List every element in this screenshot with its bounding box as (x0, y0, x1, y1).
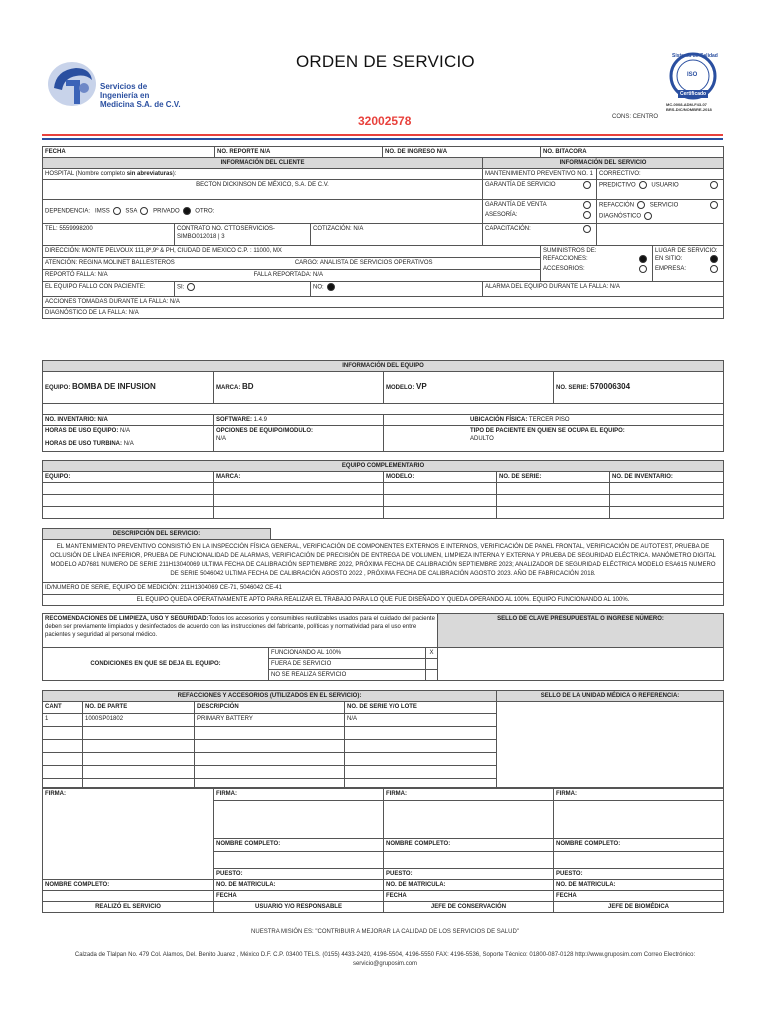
sello-unidad-box (497, 702, 724, 788)
cargo-value: CARGO: ANALISTA DE SERVICIOS OPERATIVOS (294, 260, 433, 266)
asesoria-radio[interactable] (583, 211, 591, 219)
reporte-label: NO. REPORTE N/A (215, 147, 383, 158)
si-option: SI: (175, 282, 311, 297)
garantia-venta-asesoria: GARANTÍA DE VENTA ASESORÍA: (483, 200, 597, 224)
en-sitio-label: EN SITIO: (655, 256, 683, 262)
recommendations-table (42, 613, 724, 681)
horas-cell: HORAS DE USO EQUIPO: N/A HORAS DE USO TURBINA: N/A (43, 426, 214, 452)
matricula-biomedica: NO. DE MATRICULA: (554, 880, 724, 891)
seal-iso-text: ISO (687, 72, 698, 78)
predictivo-usuario: PREDICTIVO USUARIO (597, 180, 724, 200)
firma-usuario: FIRMA: (214, 789, 384, 801)
stripe-blue (42, 138, 723, 140)
seal-cert-text: Certificado (680, 91, 707, 97)
role-conservacion: JEFE DE CONSERVACIÓN (384, 902, 554, 913)
refaccion-radio[interactable] (637, 201, 645, 209)
garantia-venta-radio[interactable] (583, 201, 591, 209)
sello-clave-heading: SELLO DE CLAVE PRESUPUESTAL O INGRESE NÚMERO: (438, 614, 724, 648)
folio-number: 32002578 (358, 114, 412, 128)
mission-statement: NUESTRA MISIÓN ES: "CONTRIBUIR A MEJORAR LA CALIDAD DE LOS SERVICIOS DE SALUD" (251, 929, 519, 935)
nombre-usuario: NOMBRE COMPLETO: (214, 839, 384, 852)
serie-value: 570006304 (590, 382, 631, 391)
parts-col-cant: CANT (43, 702, 83, 714)
seal-code-2: BRS-DIC/NOMBRE-2018 (666, 107, 712, 112)
usuario-radio[interactable] (710, 181, 718, 189)
comp-col-serie: NO. DE SERIE: (497, 472, 610, 483)
software-cell: SOFTWARE: 1.4.9 (214, 415, 384, 426)
equipo-value: BOMBA DE INFUSION (72, 382, 156, 391)
bitacora-label: NO. BITACORA (541, 147, 724, 158)
recommend-block: RECOMENDACIONES DE LIMPIEZA, USO Y SEGURIDAD:Todos los accesorios y consumibles reutilizables usados para el cuidado del paciente deben ser previamente limpiados y desinfectados de acuerdo con las instrucciones del fabricante, políticas y normatividad para el uso entre pacientes y seguridad al personal médico. (43, 614, 438, 648)
complementary-table (42, 460, 724, 519)
empresa-label: EMPRESA: (655, 266, 687, 272)
company-logo (46, 58, 186, 118)
condiciones-label: CONDICIONES EN QUE SE DEJA EL EQUIPO: (43, 648, 269, 681)
iso-seal (664, 52, 724, 120)
matricula-conservacion: NO. DE MATRICULA: (384, 880, 554, 891)
seal-code-1: MC-0008-ADM-F43-07 (666, 102, 707, 107)
table-row (43, 507, 214, 519)
reporto-value: REPORTÓ FALLA: N/A (45, 272, 108, 278)
refacciones-radio[interactable] (639, 255, 647, 263)
suministros-label: SUMINISTROS DE: (543, 248, 597, 254)
si-radio[interactable] (187, 283, 195, 291)
result-text: EL EQUIPO QUEDA OPERATIVAMENTE APTO PARA REALIZAR EL TRABAJO PARA LO QUE FUE DISEÑADO Y QUEDA OPERANDO AL 100%. EQUIPO FUNCIONANDO AL 100%. (43, 595, 724, 606)
table-row (43, 779, 83, 788)
client-service-table (42, 146, 724, 319)
nombre-conservacion: NOMBRE COMPLETO: (384, 839, 554, 852)
cotizacion-value: COTIZACIÓN: N/A (311, 224, 483, 246)
equipo-fallo-label: EL EQUIPO FALLO CON PACIENTE: (43, 282, 175, 297)
no-realiza-option[interactable]: NO SE REALIZA SERVICIO (269, 670, 426, 681)
serie-cell: NO. SERIE: 570006304 (554, 372, 724, 404)
capacitacion-radio[interactable] (583, 225, 591, 233)
ssa-radio[interactable] (140, 207, 148, 215)
equipo-cell: EQUIPO: BOMBA DE INFUSION (43, 372, 214, 404)
company-name-line-2: Ingeniería en (100, 91, 150, 100)
reporto-row (43, 270, 540, 281)
part-description: PRIMARY BATTERY (195, 714, 345, 727)
privado-radio[interactable] (183, 207, 191, 215)
puesto-biomedica: PUESTO: (554, 869, 724, 880)
logo-mark-icon (46, 58, 98, 110)
comp-col-equipo: EQUIPO: (43, 472, 214, 483)
modelo-cell: MODELO: VP (384, 372, 554, 404)
client-heading: INFORMACIÓN DEL CLIENTE (43, 158, 483, 169)
correctivo-label: CORRECTIVO: (597, 169, 724, 180)
ubicacion-cell: UBICACIÓN FÍSICA: TERCER PISO (384, 415, 724, 426)
falla-value: FALLA REPORTADA: N/A (253, 272, 324, 278)
table-row (43, 740, 83, 753)
diagnostico-radio[interactable] (644, 212, 652, 220)
refaccion-servicio: REFACCIÓN SERVICIO DIAGNÓSTICO (597, 200, 724, 224)
cons-label: CONS: CENTRO (612, 114, 659, 120)
table-row (43, 753, 83, 766)
company-name-line-3: Medicina S.A. de C.V. (100, 100, 181, 109)
matricula-usuario: NO. DE MATRICULA: (214, 880, 384, 891)
sello-unidad-heading: SELLO DE LA UNIDAD MÉDICA O REFERENCIA: (497, 691, 724, 702)
lugar-label: LUGAR DE SERVICIO: (655, 248, 718, 254)
description-heading: DESCRIPCIÓN DEL SERVICIO: (43, 529, 271, 540)
tel-value: TEL: 5559998200 (43, 224, 175, 246)
atencion-row (43, 258, 540, 270)
hospital-label: HOSPITAL (Nombre completo sin abreviaturas): (43, 169, 483, 180)
funcionando-mark: X (426, 648, 438, 659)
nombre-realizo: NOMBRE COMPLETO: (43, 880, 214, 891)
fecha-conservacion: FECHA (384, 891, 554, 902)
role-biomedica: JEFE DE BIOMÉDICA (554, 902, 724, 913)
signature-box-conservacion[interactable] (384, 801, 554, 839)
servicio-radio[interactable] (710, 201, 718, 209)
equipment-table (42, 360, 724, 452)
ingreso-label: NO. DE INGRESO N/A (383, 147, 541, 158)
parts-col-descripcion: DESCRIPCIÓN (195, 702, 345, 714)
accesorios-radio[interactable] (639, 265, 647, 273)
marca-cell: MARCA: BD (214, 372, 384, 404)
description-table (42, 528, 724, 606)
part-cant: 1 (43, 714, 83, 727)
puesto-usuario: PUESTO: (214, 869, 384, 880)
fecha-biomedica: FECHA (554, 891, 724, 902)
parts-col-parte: NO. DE PARTE (83, 702, 195, 714)
hospital-value: BECTON DICKINSON DE MÉXICO, S.A. DE C.V. (43, 180, 483, 200)
complementary-heading: EQUIPO COMPLEMENTARIO (43, 461, 724, 472)
nombre-biomedica: NOMBRE COMPLETO: (554, 839, 724, 852)
company-name-line-1: Servicios de (100, 82, 148, 91)
paciente-cell: TIPO DE PACIENTE EN QUIEN SE OCUPA EL EQUIPO: ADULTO (384, 426, 724, 452)
signatures-table (42, 788, 724, 913)
table-row (43, 727, 83, 740)
diagnostico-value: DIAGNÓSTICO DE LA FALLA: N/A (43, 308, 724, 319)
firma-realizo: FIRMA: (43, 789, 214, 801)
fecha-usuario: FECHA (214, 891, 384, 902)
direccion-value: DIRECCIÓN: MONTE PELVOUX 111,8º,9º & PH, CIUDAD DE MEXICO C.P. : 11000, MX (43, 246, 540, 258)
comp-col-marca: MARCA: (214, 472, 384, 483)
modelo-value: VP (416, 382, 427, 391)
accesorios-label: ACCESORIOS: (543, 266, 585, 272)
comp-col-inventario: NO. DE INVENTARIO: (610, 472, 724, 483)
no-radio[interactable] (327, 283, 335, 291)
opciones-cell: OPCIONES DE EQUIPO/MODULO: N/A (214, 426, 384, 452)
acciones-value: ACCIONES TOMADAS DURANTE LA FALLA: N/A (43, 297, 724, 308)
garantia-servicio: GARANTÍA DE SERVICIO (483, 180, 597, 200)
direccion-block (43, 246, 541, 282)
contrato-value: CONTRATO NO. CTTOSERVICIOS-SIMBO012018 | 3 (175, 224, 311, 246)
measurement-id: ID/NUMERO DE SERIE, EQUIPO DE MEDICIÓN: 211H1304069 CE-71, 5046042 CE-41 (43, 583, 724, 595)
lugar-block (653, 246, 724, 282)
comp-col-modelo: MODELO: (384, 472, 497, 483)
funcionando-option[interactable]: FUNCIONANDO AL 100% (269, 648, 426, 659)
fuera-option[interactable]: FUERA DE SERVICIO (269, 659, 426, 670)
parts-heading: REFACCIONES Y ACCESORIOS (UTILIZADOS EN EL SERVICIO): (43, 691, 497, 702)
dependencia-row: DEPENDENCIA: IMSS SSA PRIVADO OTRO: (43, 200, 483, 224)
suministros-block (541, 246, 653, 282)
role-realizo: REALIZÓ EL SERVICIO (43, 902, 214, 913)
page-title: ORDEN DE SERVICIO (296, 52, 475, 71)
part-number: 1000SP01802 (83, 714, 195, 727)
garantia-radio[interactable] (583, 181, 591, 189)
refacciones-label: REFACCIONES: (543, 256, 588, 262)
fecha-label: FECHA (43, 147, 215, 158)
firma-biomedica: FIRMA: (554, 789, 724, 801)
imss-radio[interactable] (113, 207, 121, 215)
parts-table (42, 690, 724, 788)
signature-box-biomedica[interactable] (554, 801, 724, 839)
puesto-conservacion: PUESTO: (384, 869, 554, 880)
description-text: EL MANTENIMIENTO PREVENTIVO CONSISTIÓ EN LA INSPECCIÓN FÍSICA GENERAL, VERIFICACIÓN DE COMPONENTES EXTERNOS E INTERNOS, VERIFICACIÓN DE PANEL FRONTAL, VERIFICACIÓN DE AUTOTEST, PRUEBA DE OCLUSIÓN DE LÍNEA INFERIOR, PRUEBA DE FUNCIONALIDAD DE ALARMAS, VERIFICACIÓN DE PRECISIÓN DE ENTREGA DE VOLUMEN, LIMPIEZA INTERNA Y EXTERNA Y PRUEBA DE SEGURIDAD ELÉCTRICA. MANÓMETRO DIGITAL MODELO AD7681 NUMERO DE SERIE 211H13040069 ULTIMA FECHA DE CALIBRACIÓN SEPTIEMBRE 2022, PRÓXIMA FECHA DE CALIBRACIÓN SEPTIEMBRE 2023; ANALIZADOR DE SEGURIDAD ELÉCTRICA MODELO ESA615 NUMERO DE SERIE 5046042 ULTIMA FECHA DE CALIBRACIÓN AGOSTO 2022 , PRÓXIMA FECHA DE CALIBRACIÓN AGOSTO 2023. AÑO DE FABRICACIÓN 2018. (43, 540, 724, 583)
marca-value: BD (242, 382, 254, 391)
inventario-value: NO. INVENTARIO: N/A (43, 415, 214, 426)
equipment-heading: INFORMACIÓN DEL EQUIPO (43, 361, 724, 372)
no-option: NO: (311, 282, 483, 297)
footer-address: Calzada de Tlalpan No. 479 Col. Alamos, Del. Benito Juarez , México D.F. C.P. 03400 TELS. (0155) 4433-2420, 4196-5504, 4196-5550 FAX: 4196-5536, Soporte Técnico: 01800-087-0128 http://www.gruposim.com Correo Electrónico: servicio@gruposim.com (74, 952, 696, 967)
signature-box-realizo[interactable] (43, 801, 214, 880)
table-row (43, 495, 214, 507)
parts-col-serie: NO. DE SERIE Y/O LOTE (345, 702, 497, 714)
empresa-radio[interactable] (710, 265, 718, 273)
mant-preventivo: MANTENIMIENTO PREVENTIVO NO. 1 (483, 169, 597, 180)
service-heading: INFORMACIÓN DEL SERVICIO (483, 158, 724, 169)
signature-box-usuario[interactable] (214, 801, 384, 839)
en-sitio-radio[interactable] (710, 255, 718, 263)
seal-top-text: Sistema de Calidad (672, 53, 718, 59)
predictivo-radio[interactable] (639, 181, 647, 189)
alarma-value: ALARMA DEL EQUIPO DURANTE LA FALLA: N/A (483, 282, 724, 297)
role-usuario: USUARIO Y/O RESPONSABLE (214, 902, 384, 913)
table-row (43, 766, 83, 779)
capacitacion-label: CAPACITACIÓN: (483, 224, 597, 246)
firma-conservacion: FIRMA: (384, 789, 554, 801)
table-row (43, 483, 214, 495)
part-serie: N/A (345, 714, 497, 727)
atencion-value: ATENCIÓN: REGINA MOLINET BALLESTEROS (45, 260, 175, 266)
